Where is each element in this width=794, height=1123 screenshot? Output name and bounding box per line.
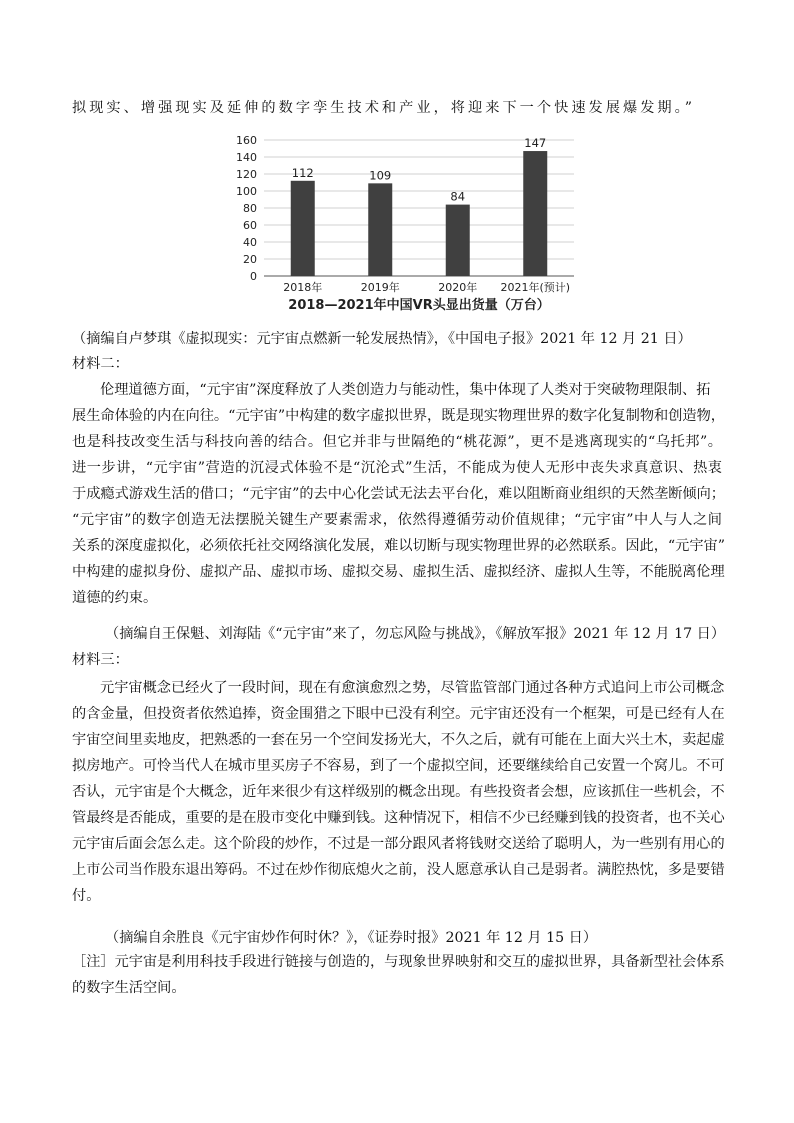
para2-line: 道德的约束。 xyxy=(72,590,158,606)
source-3: （摘编自余胜良《元宇宙炒作何时休？》，《证券时报》2021 年 12 月 15 日） xyxy=(105,930,598,946)
intro-line: 拟现实、增强现实及延伸的数字孪生技术和产业，将迎来下一个快速发展爆发期。” xyxy=(72,100,692,116)
note-line: 的数字生活空间。 xyxy=(72,980,186,996)
chart-title: 2018—2021年中国VR头显出货量（万台） xyxy=(288,298,550,313)
y-tick-label: 140 xyxy=(236,151,257,164)
bar xyxy=(368,183,392,276)
heading-material-3: 材料三： xyxy=(72,652,129,668)
bar-value-label: 147 xyxy=(524,136,547,151)
y-tick-label: 40 xyxy=(243,236,257,249)
para3-line: 管最终是否能成，重要的是在股市变化中赚到钱。这种情况下，相信不少已经赚到钱的投资者，也不关心 xyxy=(72,810,725,826)
y-tick-label: 160 xyxy=(236,134,257,147)
para2-line: 进一步讲，“元宇宙”营造的沉浸式体验不是“沉沦式”生活，不能成为使人无形中丧失求真意识、热衷 xyxy=(72,460,722,476)
source-2: （摘编自王保魁、刘海陆《“元宇宙”来了，勿忘风险与挑战》，《解放军报》2021 年 12 月 17 日） xyxy=(105,626,726,642)
y-tick-label: 80 xyxy=(243,202,257,215)
para2-line: 于成瘾式游戏生活的借口；“元宇宙”的去中心化尝试无法去平台化，难以阻断商业组织的天然垄断倾向； xyxy=(72,486,725,502)
x-tick-label: 2018年 xyxy=(283,281,323,294)
bar xyxy=(291,181,315,276)
bar-value-label: 109 xyxy=(369,168,392,183)
bar-value-label: 112 xyxy=(291,165,314,180)
bar-chart-svg xyxy=(226,126,586,316)
para2-line: 关系的深度虚拟化，必须依托社交网络演化发展，难以切断与现实物理世界的必然联系。因此，“元宇宙” xyxy=(72,538,725,554)
y-tick-label: 120 xyxy=(236,168,257,181)
para3-line: 否认，元宇宙是个大概念，近年来很少有这样级别的概念出现。有些投资者会想，应该抓住一些机会，不 xyxy=(72,784,725,800)
note-line: ［注］元宇宙是利用科技手段进行链接与创造的，与现象世界映射和交互的虚拟世界，具备新型社会体系 xyxy=(72,954,725,970)
para2-line: 伦理道德方面，“元宇宙”深度释放了人类创造力与能动性，集中体现了人类对于突破物理限制、拓 xyxy=(100,382,711,398)
source-1: （摘编自卢梦琪《虚拟现实：元宇宙点燃新一轮发展热情》，《中国电子报》2021 年 12 月 21 日） xyxy=(72,331,692,347)
para3-line: 付。 xyxy=(72,888,101,904)
heading-material-2: 材料二： xyxy=(72,356,129,372)
para3-line: 宇宙空间里卖地皮，把熟悉的一套在另一个空间发扬光大，不久之后，就有可能在上面大兴土木，卖起虚 xyxy=(72,732,725,748)
y-tick-label: 0 xyxy=(250,270,257,283)
para2-line: 中构建的虚拟身份、虚拟产品、虚拟市场、虚拟交易、虚拟生活、虚拟经济、虚拟人生等，不能脱离伦理 xyxy=(72,564,725,580)
bar-value-label: 84 xyxy=(450,189,466,204)
para2-line: 也是科技改变生活与科技向善的结合。但它并非与世隔绝的“桃花源”，更不是逃离现实的“乌托邦”。 xyxy=(72,434,722,450)
para2-line: “元宇宙”的数字创造无法摆脱关键生产要素需求，依然得遵循劳动价值规律；“元宇宙”中人与人之间 xyxy=(72,512,722,528)
para3-line: 上市公司当作股东退出筹码。不过在炒作彻底熄火之前，没人愿意承认自己是弱者。满腔热忱，多是要错 xyxy=(72,862,725,878)
x-tick-label: 2021年(预计) xyxy=(500,281,571,294)
para2-line: 展生命体验的内在向往。“元宇宙”中构建的数字虚拟世界，既是现实物理世界的数字化复制物和创造物， xyxy=(72,408,725,424)
bar xyxy=(446,205,470,276)
vr-shipment-chart xyxy=(226,126,586,316)
para3-line: 的含金量，但投资者依然追捧，资金围猎之下眼中已没有利空。元宇宙还没有一个框架，可是已经有人在 xyxy=(72,706,725,722)
y-tick-label: 20 xyxy=(243,253,257,266)
y-tick-label: 60 xyxy=(243,219,257,232)
bar xyxy=(523,151,547,276)
x-tick-label: 2020年 xyxy=(438,281,478,294)
x-tick-label: 2019年 xyxy=(360,281,400,294)
para3-line: 拟房地产。可怜当代人在城市里买房子不容易，到了一个虚拟空间，还要继续给自己安置一个窝儿。不可 xyxy=(72,758,725,774)
para3-line: 元宇宙后面会怎么走。这个阶段的炒作，不过是一部分跟风者将钱财交送给了聪明人，为一些别有用心的 xyxy=(72,836,725,852)
y-tick-label: 100 xyxy=(236,185,257,198)
para3-line: 元宇宙概念已经火了一段时间，现在有愈演愈烈之势，尽管监管部门通过各种方式追问上市公司概念 xyxy=(100,680,725,696)
